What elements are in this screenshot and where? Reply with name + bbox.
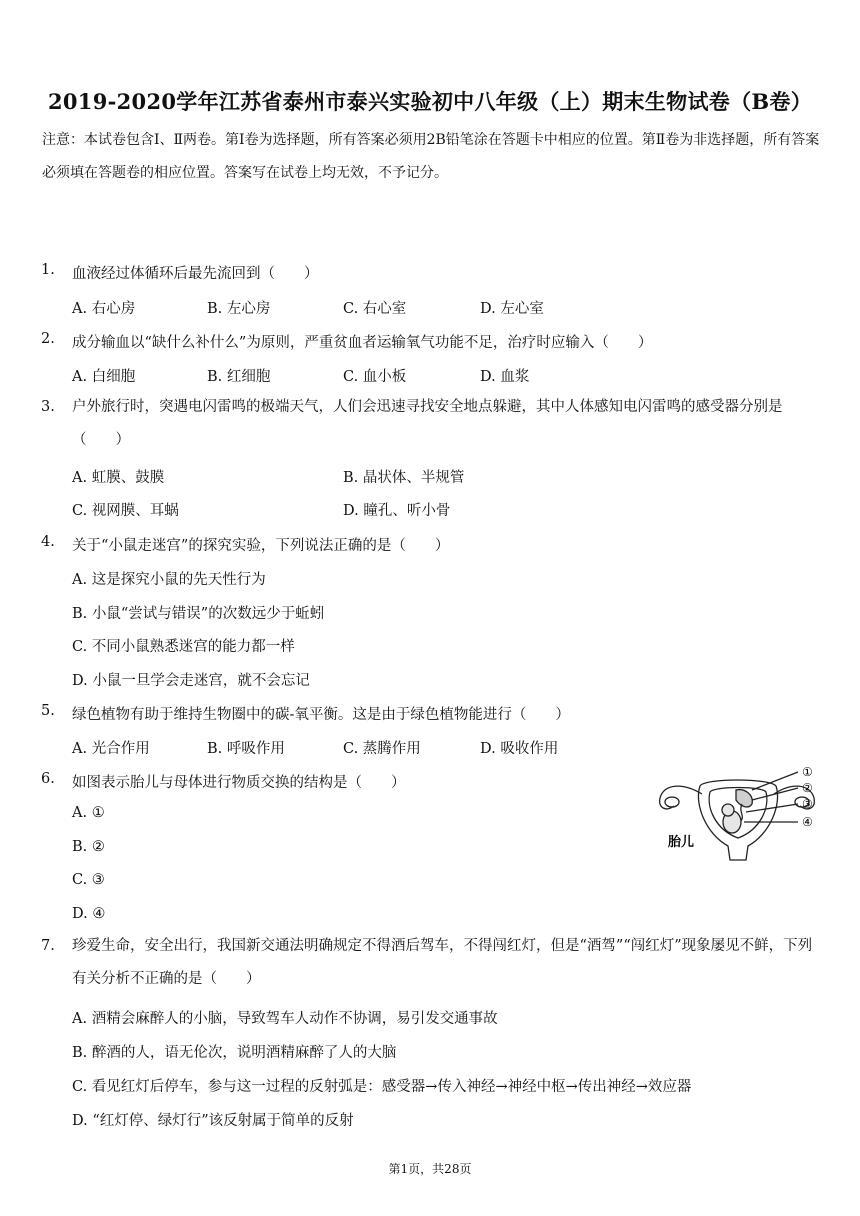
question-number: 3. (41, 399, 55, 415)
option: C. 看见红灯后停车，参与这一过程的反射弧是：感受器→传入神经→神经中枢→传出神经→效应器 (72, 1079, 692, 1095)
page-title: 2019-2020学年江苏省泰州市泰兴实验初中八年级（上）期末生物试卷（B卷） (47, 89, 813, 114)
option: D. 瞳孔、听小骨 (343, 503, 451, 519)
question-number: 2. (41, 331, 55, 347)
option: B. 晶状体、半规管 (343, 470, 465, 486)
option: B. 小鼠“尝试与错误”的次数远少于蚯蚓 (72, 606, 325, 622)
option: D. “红灯停、绿灯行”该反射属于简单的反射 (72, 1113, 354, 1129)
option: D. 吸收作用 (480, 741, 559, 757)
option: A. ① (72, 805, 105, 821)
option: A. 白细胞 (72, 369, 136, 385)
page-footer: 第1页，共28页 (388, 1162, 472, 1176)
option: A. 光合作用 (72, 741, 150, 757)
question-text: 珍爱生命，安全出行，我国新交通法明确规定不得酒后驾车，不得闯红灯，但是“酒驾”“闯红灯”现象屡见不鲜，下列有关分析不正确的是（ ） (72, 938, 813, 987)
option: C. 不同小鼠熟悉迷宫的能力都一样 (72, 639, 295, 655)
leader-line-2 (752, 788, 798, 800)
question-number: 5. (41, 703, 55, 719)
question-number: 6. (41, 771, 55, 787)
leader-line-3 (746, 804, 798, 812)
marker-4: ④ (802, 815, 813, 829)
option: C. 视网膜、耳蜗 (72, 503, 179, 519)
question-text: 关于“小鼠走迷宫”的探究实验，下列说法正确的是（ ） (72, 538, 450, 554)
question-text: 如图表示胎儿与母体进行物质交换的结构是（ ） (72, 775, 406, 791)
option: C. 蒸腾作用 (343, 741, 421, 757)
option: B. ② (72, 839, 105, 855)
option: D. 小鼠一旦学会走迷宫，就不会忘记 (72, 673, 310, 689)
option: D. 血浆 (480, 369, 530, 385)
option: A. 右心房 (72, 301, 136, 317)
exam-notice: 注意：本试卷包含Ⅰ、Ⅱ两卷。第Ⅰ卷为选择题，所有答案必须用2B铅笔涂在答题卡中相应的位置。第Ⅱ卷为非选择题，所有答案必须填在答题卷的相应位置。答案写在试卷上均无效，不予记分。 (42, 132, 820, 181)
option: C. ③ (72, 872, 105, 888)
marker-3: ③ (802, 797, 813, 811)
left-ovary (665, 797, 679, 807)
option: D. ④ (72, 906, 106, 922)
question-text: 绿色植物有助于维持生物圈中的碳-氧平衡。这是由于绿色植物能进行（ ） (72, 707, 570, 723)
fetus-head (722, 804, 734, 816)
question-number: 4. (41, 534, 55, 550)
placenta (736, 790, 752, 807)
option: A. 这是探究小鼠的先天性行为 (72, 572, 266, 588)
option: A. 虹膜、鼓膜 (72, 470, 165, 486)
marker-1: ① (802, 765, 813, 779)
option: B. 醉酒的人，语无伦次，说明酒精麻醉了人的大脑 (72, 1045, 397, 1061)
uterus-fetus-diagram (652, 764, 824, 864)
question-number: 1. (41, 262, 55, 278)
option: B. 呼吸作用 (207, 741, 285, 757)
option: B. 左心房 (207, 301, 271, 317)
marker-2: ② (802, 781, 813, 795)
question-text: 成分输血以“缺什么补什么”为原则，严重贫血者运输氧气功能不足，治疗时应输入（ ） (72, 335, 653, 351)
question-text: 户外旅行时，突遇电闪雷鸣的极端天气，人们会迅速寻找安全地点躲避，其中人体感知电闪雷鸣的感受器分别是（ ） (72, 399, 783, 448)
option: D. 左心室 (480, 301, 544, 317)
question-number: 7. (41, 938, 55, 954)
option: C. 血小板 (343, 369, 407, 385)
question-text: 血液经过体循环后最先流回到（ ） (72, 266, 319, 282)
option: C. 右心室 (343, 301, 407, 317)
option: B. 红细胞 (207, 369, 271, 385)
fetus-label: 胎儿 (668, 835, 695, 850)
option: A. 酒精会麻醉人的小脑，导致驾车人动作不协调，易引发交通事故 (72, 1011, 498, 1027)
